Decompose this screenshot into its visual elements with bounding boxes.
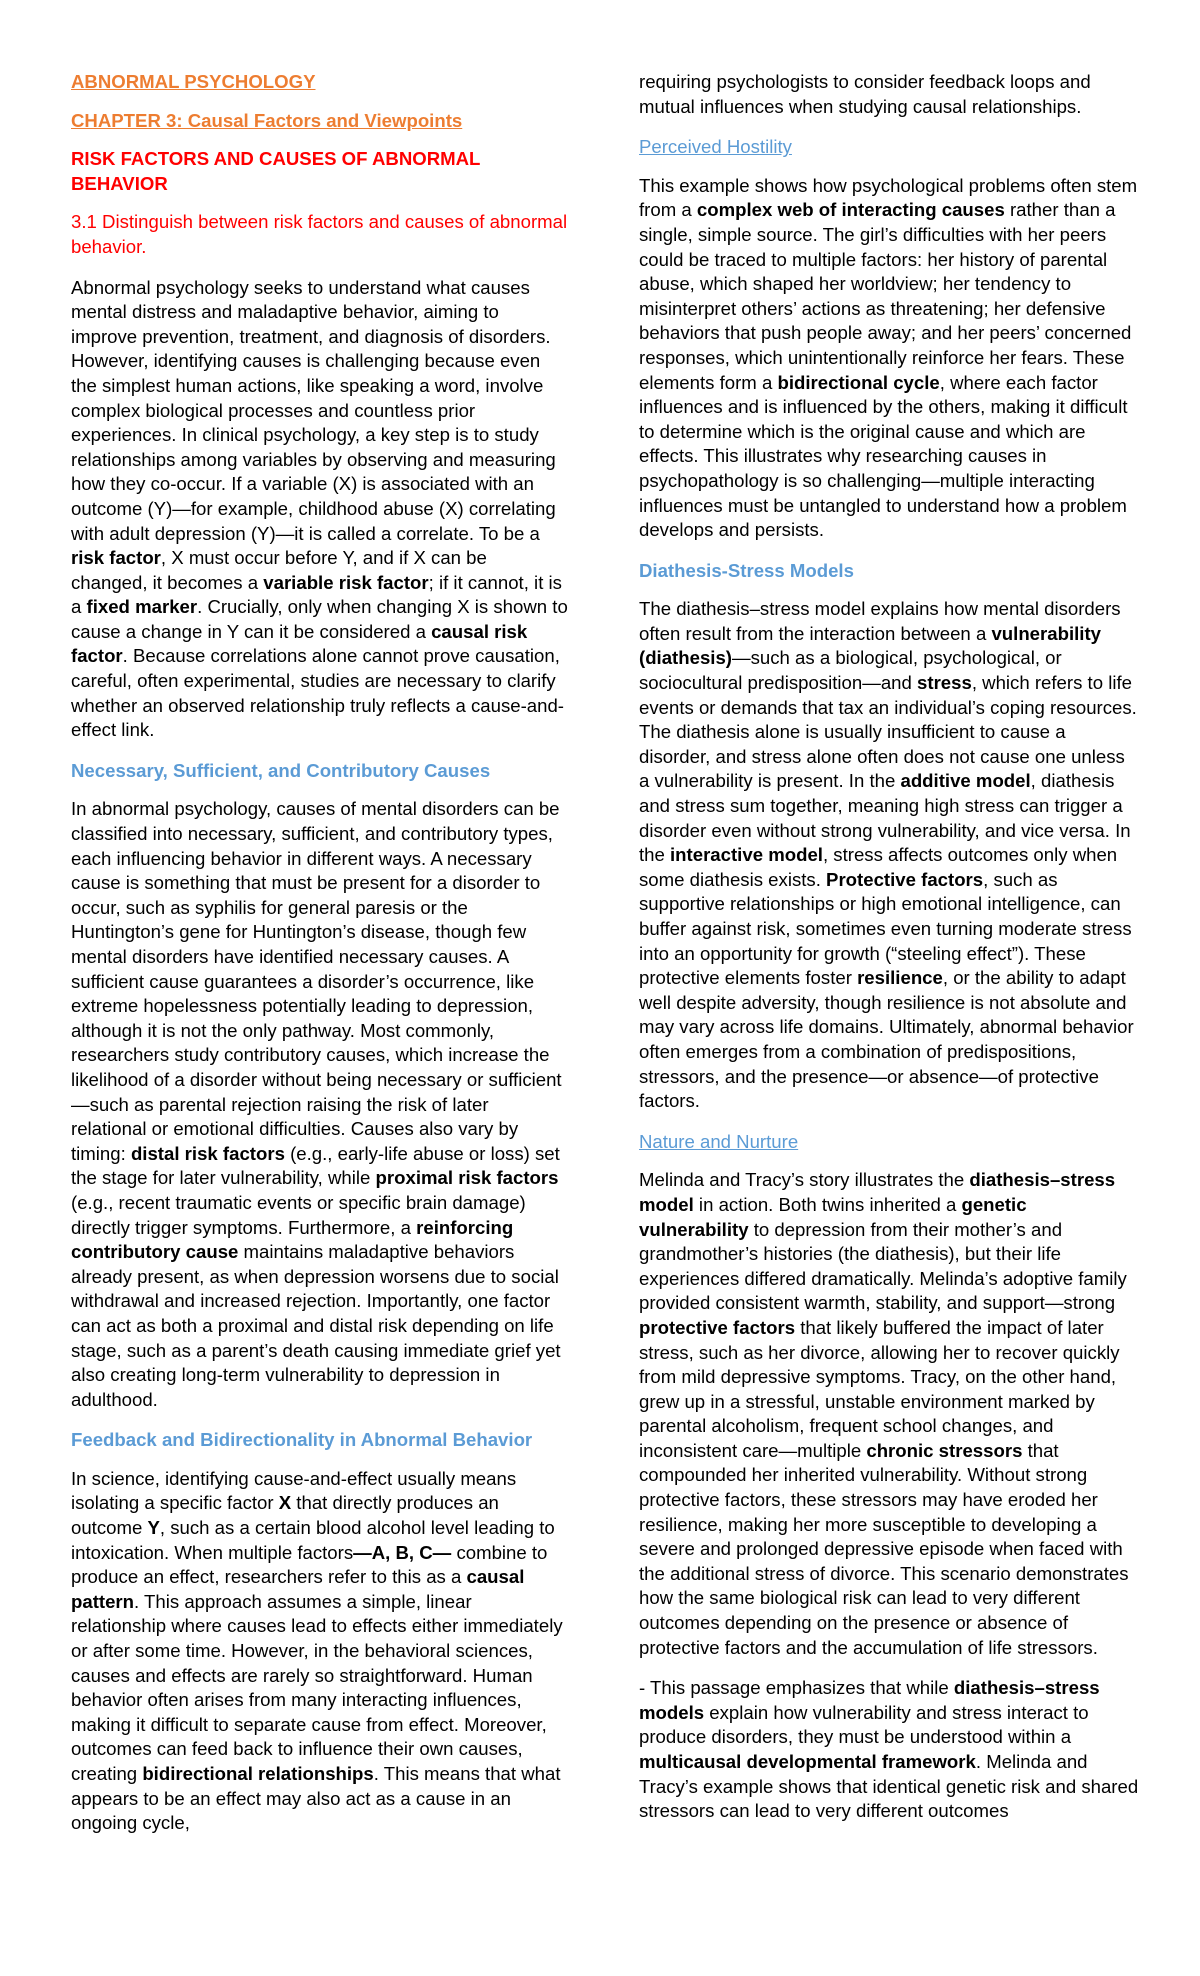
heading-diathesis-stress: Diathesis-Stress Models bbox=[639, 559, 854, 581]
chapter-title: CHAPTER 3: Causal Factors and Viewpoints bbox=[71, 109, 463, 131]
hostility-paragraph: This example shows how psychological problems often stem from a complex web of interacting causes rather than a single, simple source. The girl’s difficulties with her peers could be traced to multiple factors: her history of parental abuse, which shaped her worldview; her tendency to misinterpret others’ actions as threatening; her defensive behaviors that push people away; and her peers’ concerned responses, which unintentionally reinforce her fears. These elements form a bidirectional cycle, where each factor influences and is influenced by the others, making it difficult to determine which is the original cause and which are effects. This illustrates why researching causes in psychopathology is so challenging—multiple interacting influences must be untangled to understand how a problem develops and persists. bbox=[639, 174, 1138, 541]
learning-objective: 3.1 Distinguish between risk factors and causes of abnormal behavior. bbox=[71, 211, 568, 257]
nature-paragraph: Melinda and Tracy’s story illustrates the diathesis–stress model in action. Both twins inherited a genetic vulnerability to depression from their mother’s and grandmother’s histories (the diathesis), but their life experiences differed dramatically. Melinda’s adoptive family provided consistent warmth, stability, and support—strong protective factors that likely buffered the impact of later stress, such as her divorce, allowing her to recover quickly from mild depressive symptoms. Tracy, on the other hand, grew up in a stressful, unstable environment marked by parental alcoholism, frequent school changes, and inconsistent care—multiple chronic stressors that compounded her inherited vulnerability. Without strong protective factors, these stressors may have eroded her resilience, making her more susceptible to developing a severe and prolonged depressive episode when faced with the additional stress of divorce. This scenario demonstrates how the same biological risk can lead to very different outcomes depending on the presence or absence of protective factors and the accumulation of life stressors. bbox=[639, 1169, 1129, 1658]
diathesis-paragraph: The diathesis–stress model explains how mental disorders often result from the interaction between a vulnerability (diathesis)—such as a biological, psychological, or sociocultural predisposition—and stress, which refers to life events or demands that tax an individual’s coping resources. The diathesis alone is usually insufficient to cause a disorder, and stress alone often does not cause one unless a vulnerability is present. In the additive model, diathesis and stress sum together, meaning high stress can trigger a disorder even without strong vulnerability, and vice versa. In the interactive model, stress affects outcomes only when some diathesis exists. Protective factors, such as supportive relationships or high emotional intelligence, can buffer against risk, sometimes even turning moderate stress into an opportunity for growth (“steeling effect”). These protective elements foster resilience, or the ability to adapt well despite adversity, though resilience is not absolute and may vary across life domains. Ultimately, abnormal behavior often emerges from a combination of predispositions, stressors, and the presence—or absence—of protective factors. bbox=[639, 598, 1137, 1112]
section-title: RISK FACTORS AND CAUSES OF ABNORMAL BEHAVIOR bbox=[71, 148, 481, 194]
right-column bbox=[639, 70, 1139, 1840]
continued-paragraph: requiring psychologists to consider feedback loops and mutual influences when studying causal relationships. bbox=[639, 71, 1091, 117]
heading-feedback: Feedback and Bidirectionality in Abnormal Behavior bbox=[71, 1429, 533, 1451]
heading-necessary-causes: Necessary, Sufficient, and Contributory Causes bbox=[71, 759, 491, 781]
course-title: ABNORMAL PSYCHOLOGY bbox=[71, 71, 316, 92]
feedback-paragraph: In science, identifying cause-and-effect usually means isolating a specific factor X that directly produces an outcome Y, such as a certain blood alcohol level leading to intoxication. When multiple factors—A, B, C— combine to produce an effect, researchers refer to this as a causal pattern. This approach assumes a simple, linear relationship where causes lead to effects either immediately or after some time. However, in the behavioral sciences, causes and effects are rarely so straightforward. Human behavior often arises from many interacting influences, making it difficult to separate cause from effect. Moreover, outcomes can feed back to influence their own causes, creating bidirectional relationships. This means that what appears to be an effect may also act as a cause in an ongoing cycle, bbox=[71, 1467, 563, 1834]
intro-paragraph: Abnormal psychology seeks to understand what causes mental distress and maladaptive behavior, aiming to improve prevention, treatment, and diagnosis of disorders. However, identifying causes is challenging because even the simplest human actions, like speaking a word, involve complex biological processes and countless prior experiences. In clinical psychology, a key step is to study relationships among variables by observing and measuring how they co-occur. If a variable (X) is associated with an outcome (Y)—for example, childhood abuse (X) correlating with adult depression (Y)—it is called a correlate. To be a risk factor, X must occur before Y, and if X can be changed, it becomes a variable risk factor; if it cannot, it is a fixed marker. Crucially, only when changing X is shown to cause a change in Y can it be considered a causal risk factor. Because correlations alone cannot prove causation, careful, often experimental, studies are necessary to clarify whether an observed relationship truly reflects a cause-and-effect link. bbox=[71, 276, 568, 741]
left-column bbox=[71, 70, 568, 1852]
heading-perceived-hostility: Perceived Hostility bbox=[639, 136, 792, 158]
heading-nature-nurture: Nature and Nurture bbox=[639, 1130, 799, 1152]
summary-paragraph: - This passage emphasizes that while diathesis–stress models explain how vulnerability and stress interact to produce disorders, they must be understood within a multicausal developmental framework. Melinda and Tracy’s example shows that identical genetic risk and shared stressors can lead to very different outcomes bbox=[639, 1677, 1139, 1822]
causes-paragraph: In abnormal psychology, causes of mental disorders can be classified into necessary, sufficient, and contributory types, each influencing behavior in different ways. A necessary cause is something that must be present for a disorder to occur, such as syphilis for general paresis or the Huntington’s gene for Huntington’s disease, though few mental disorders have identified necessary causes. A sufficient cause guarantees a disorder’s occurrence, like extreme hopelessness potentially leading to depression, although it is not the only pathway. Most commonly, researchers study contributory causes, which increase the likelihood of a disorder without being necessary or sufficient—such as parental rejection raising the risk of later relational or emotional difficulties. Causes also vary by timing: distal risk factors (e.g., early-life abuse or loss) set the stage for later vulnerability, while proximal risk factors (e.g., recent traumatic events or specific brain damage) directly trigger symptoms. Furthermore, a reinforcing contributory cause maintains maladaptive behaviors already present, as when depression worsens due to social withdrawal and increased rejection. Importantly, one factor can act as both a proximal and distal risk depending on life stage, such as a parent’s death causing immediate grief yet also creating long-term vulnerability to depression in adulthood. bbox=[71, 798, 562, 1410]
